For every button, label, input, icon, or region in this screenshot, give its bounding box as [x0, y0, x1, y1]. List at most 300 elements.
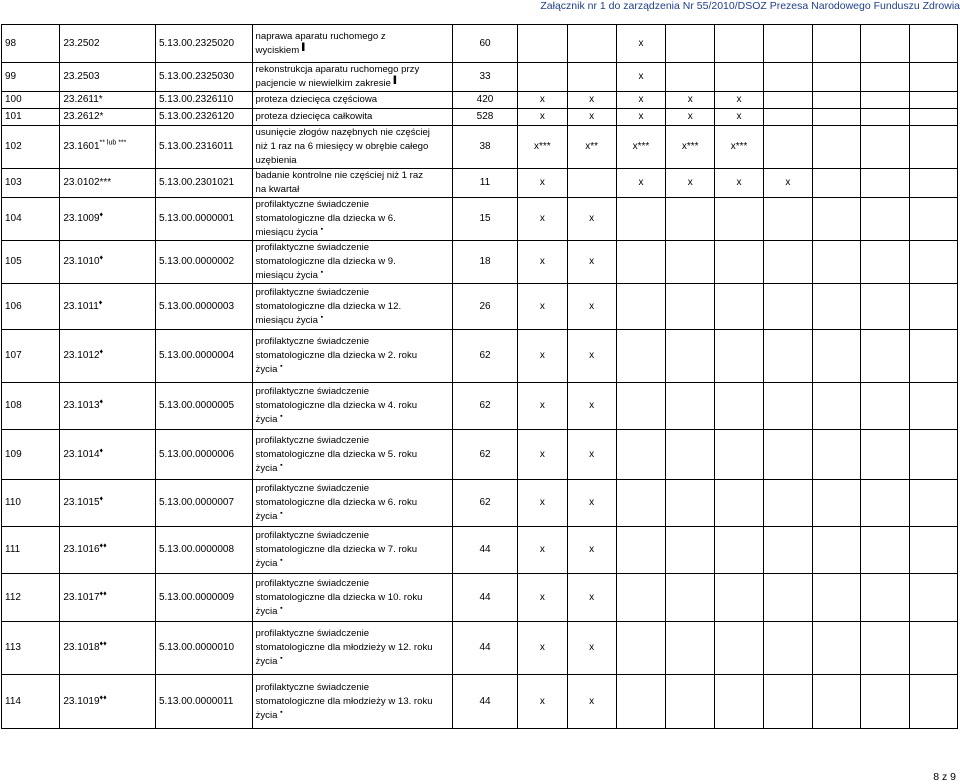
description-text: stomatologiczne dla dziecka w 12.	[255, 300, 402, 312]
mark-cell: x	[518, 284, 567, 330]
empty-cell	[909, 574, 957, 622]
mark-cell	[616, 198, 665, 241]
mark-cell	[763, 430, 812, 480]
empty-cell	[861, 622, 909, 675]
table-row	[2, 622, 958, 675]
empty-cell	[909, 480, 957, 527]
mark-cell: x	[518, 574, 567, 622]
description-cell	[252, 284, 452, 330]
mark-cell	[715, 284, 763, 330]
mark-cell	[666, 25, 715, 63]
empty-cell	[861, 330, 909, 383]
code-marker: ♦♦	[99, 694, 107, 702]
points-cell: 44	[452, 622, 517, 675]
points-cell: 62	[452, 383, 517, 430]
description-cell	[252, 430, 452, 480]
empty-cell	[861, 92, 909, 109]
code-cell	[60, 92, 156, 109]
mark-cell	[715, 527, 763, 574]
empty-cell	[909, 527, 957, 574]
code-cell	[60, 330, 156, 383]
empty-cell	[812, 126, 860, 169]
mark-cell: x	[567, 241, 616, 284]
description-text: profilaktyczne świadczenie	[255, 336, 370, 347]
lp-cell: 109	[2, 430, 60, 480]
code-text: 23.2502	[63, 37, 100, 49]
mark-cell: x	[567, 430, 616, 480]
mark-cell: x	[763, 169, 812, 198]
mark-cell: x	[666, 169, 715, 198]
description-line	[256, 695, 449, 709]
mark-cell	[616, 241, 665, 284]
empty-cell	[861, 675, 909, 729]
mark-cell	[715, 574, 763, 622]
description-line	[256, 399, 449, 413]
table-row	[2, 92, 958, 109]
mark-cell	[666, 480, 715, 527]
icd-cell: 5.13.00.0000005	[155, 383, 252, 430]
empty-cell	[861, 430, 909, 480]
description-text: stomatologiczne dla dziecka w 6. roku	[255, 497, 418, 508]
empty-cell	[861, 63, 909, 92]
points-cell: 62	[452, 430, 517, 480]
empty-cell	[909, 198, 957, 241]
table-row	[2, 198, 958, 241]
points-cell: 528	[452, 109, 517, 126]
description-line	[256, 140, 449, 154]
mark-cell	[763, 383, 812, 430]
description-line	[256, 314, 449, 328]
description-text: profilaktyczne świadczenie	[255, 386, 370, 397]
mark-cell: x	[518, 622, 567, 675]
description-text: profilaktyczne świadczenie	[255, 199, 370, 210]
empty-cell	[812, 284, 860, 330]
description-marker: ▪	[280, 708, 283, 716]
description-cell	[252, 63, 452, 92]
description-line	[256, 557, 449, 571]
mark-cell	[666, 383, 715, 430]
empty-cell	[812, 25, 860, 63]
description-text: profilaktyczne świadczenie	[255, 483, 370, 494]
description-cell	[252, 92, 452, 109]
empty-cell	[861, 383, 909, 430]
mark-cell	[616, 430, 665, 480]
code-text: 23.1016	[63, 544, 100, 555]
mark-cell: x	[715, 169, 763, 198]
description-cell	[252, 241, 452, 284]
empty-cell	[909, 675, 957, 729]
mark-cell	[666, 527, 715, 574]
description-cell	[252, 198, 452, 241]
empty-cell	[812, 480, 860, 527]
description-text: życia	[255, 511, 278, 522]
mark-cell: x	[518, 109, 567, 126]
mark-cell	[616, 622, 665, 675]
mark-cell	[666, 675, 715, 729]
mark-cell	[715, 198, 763, 241]
icd-cell: 5.13.00.0000001	[155, 198, 252, 241]
points-cell: 62	[452, 480, 517, 527]
description-text: profilaktyczne świadczenie	[255, 577, 370, 589]
code-text: 23.1018	[63, 642, 100, 653]
mark-cell	[666, 63, 715, 92]
table-row	[2, 527, 958, 574]
table-row	[2, 480, 958, 527]
description-text: życia	[255, 462, 278, 474]
code-text: 23.1015	[63, 497, 100, 508]
empty-cell	[861, 25, 909, 63]
description-line	[256, 212, 449, 226]
description-line	[256, 363, 449, 377]
table-row	[2, 169, 958, 198]
description-text: życia	[255, 364, 278, 375]
description-cell	[252, 480, 452, 527]
code-cell	[60, 25, 156, 63]
icd-cell: 5.13.00.2326120	[155, 109, 252, 126]
empty-cell	[909, 284, 957, 330]
description-text: profilaktyczne świadczenie	[255, 434, 370, 446]
mark-cell: x	[518, 241, 567, 284]
code-cell	[60, 574, 156, 622]
description-text: stomatologiczne dla dziecka w 2. roku	[255, 350, 418, 361]
code-text: 23.1009	[63, 213, 100, 224]
code-cell	[60, 109, 156, 126]
description-line	[256, 413, 449, 427]
code-marker: ♦♦	[99, 590, 107, 598]
description-marker: ▪	[320, 225, 324, 233]
empty-cell	[812, 622, 860, 675]
description-line	[256, 529, 449, 543]
mark-cell: x	[567, 109, 616, 126]
lp-cell: 114	[2, 675, 60, 729]
mark-cell: x**	[567, 126, 616, 169]
description-line	[256, 169, 449, 183]
mark-cell	[567, 63, 616, 92]
lp-cell: 107	[2, 330, 60, 383]
empty-cell	[909, 109, 957, 126]
mark-cell	[715, 383, 763, 430]
description-line	[256, 77, 449, 91]
description-text: miesiącu życia	[255, 314, 318, 326]
empty-cell	[909, 169, 957, 198]
description-line	[256, 605, 449, 619]
description-line	[256, 126, 449, 140]
empty-cell	[812, 92, 860, 109]
lp-cell: 106	[2, 284, 60, 330]
table-row	[2, 63, 958, 92]
points-cell: 60	[452, 25, 517, 63]
mark-cell: x	[567, 330, 616, 383]
description-cell	[252, 109, 452, 126]
mark-cell: x	[567, 284, 616, 330]
description-text: uzębienia	[255, 155, 297, 166]
empty-cell	[861, 480, 909, 527]
description-marker: ▪	[280, 604, 283, 612]
empty-cell	[812, 527, 860, 574]
mark-cell	[567, 25, 616, 63]
empty-cell	[861, 198, 909, 241]
mark-cell	[715, 330, 763, 383]
empty-cell	[909, 330, 957, 383]
code-text: 23.1019	[63, 695, 100, 707]
description-cell	[252, 25, 452, 63]
description-text: życia	[255, 656, 278, 667]
code-marker: ♦	[98, 299, 103, 307]
description-text: stomatologiczne dla młodzieży w 12. roku	[255, 642, 433, 653]
description-line	[256, 335, 449, 349]
mark-cell: x	[666, 92, 715, 109]
description-line	[256, 154, 449, 168]
code-marker: ♦♦	[99, 640, 107, 648]
lp-cell: 102	[2, 126, 60, 169]
code-cell	[60, 430, 156, 480]
empty-cell	[909, 430, 957, 480]
mark-cell: x	[518, 675, 567, 729]
description-line	[256, 462, 449, 476]
code-cell	[60, 383, 156, 430]
code-cell	[60, 198, 156, 241]
description-marker: ▪	[320, 313, 324, 321]
empty-cell	[861, 126, 909, 169]
description-line	[256, 627, 449, 641]
points-cell: 38	[452, 126, 517, 169]
icd-cell: 5.13.00.0000010	[155, 622, 252, 675]
icd-cell: 5.13.00.2301021	[155, 169, 252, 198]
description-text: stomatologiczne dla dziecka w 10. roku	[255, 591, 423, 603]
points-cell: 62	[452, 330, 517, 383]
description-line	[256, 241, 449, 255]
description-marker: ▪	[280, 412, 283, 420]
mark-cell	[763, 675, 812, 729]
icd-cell: 5.13.00.0000008	[155, 527, 252, 574]
mark-cell	[715, 25, 763, 63]
mark-cell	[715, 622, 763, 675]
table-row	[2, 383, 958, 430]
icd-cell: 5.13.00.2325020	[155, 25, 252, 63]
description-line	[256, 709, 449, 723]
points-cell: 420	[452, 92, 517, 109]
mark-cell: x	[518, 430, 567, 480]
mark-cell: x***	[616, 126, 665, 169]
empty-cell	[909, 383, 957, 430]
description-line	[256, 482, 449, 496]
mark-cell	[518, 63, 567, 92]
code-marker: ♦	[99, 211, 104, 219]
description-line	[256, 63, 449, 77]
description-text: proteza dziecięca częściowa	[255, 94, 378, 105]
empty-cell	[909, 92, 957, 109]
lp-cell: 99	[2, 63, 60, 92]
description-text: miesiącu życia	[255, 227, 318, 238]
description-text: proteza dziecięca całkowita	[255, 111, 373, 122]
mark-cell: x	[666, 109, 715, 126]
description-text: życia	[255, 558, 278, 569]
description-line	[256, 30, 449, 44]
points-cell: 44	[452, 527, 517, 574]
description-text: stomatologiczne dla dziecka w 7. roku	[255, 544, 418, 555]
code-marker: ♦	[99, 447, 104, 455]
lp-cell: 112	[2, 574, 60, 622]
mark-cell	[616, 330, 665, 383]
empty-cell	[812, 675, 860, 729]
icd-cell: 5.13.00.0000006	[155, 430, 252, 480]
description-text: profilaktyczne świadczenie	[255, 242, 370, 253]
icd-cell: 5.13.00.0000004	[155, 330, 252, 383]
code-text: 23.1011	[63, 300, 99, 312]
description-marker: ▪	[280, 362, 283, 370]
mark-cell: x	[616, 109, 665, 126]
mark-cell: x***	[518, 126, 567, 169]
mark-cell	[763, 284, 812, 330]
mark-cell	[763, 241, 812, 284]
description-text: stomatologiczne dla dziecka w 6.	[255, 213, 396, 224]
lp-cell: 104	[2, 198, 60, 241]
code-text: 23.1601	[63, 141, 100, 152]
mark-cell	[763, 330, 812, 383]
description-text: życia	[255, 605, 278, 617]
description-text: stomatologiczne dla dziecka w 9.	[255, 256, 396, 267]
code-text: 23.2612*	[63, 111, 104, 122]
description-text: profilaktyczne świadczenie	[255, 628, 370, 639]
mark-cell	[715, 63, 763, 92]
mark-cell	[763, 622, 812, 675]
code-cell	[60, 169, 156, 198]
empty-cell	[909, 126, 957, 169]
mark-cell	[763, 574, 812, 622]
code-cell	[60, 284, 156, 330]
table-row	[2, 241, 958, 284]
table-row	[2, 574, 958, 622]
mark-cell	[763, 109, 812, 126]
mark-cell: x	[518, 527, 567, 574]
description-text: wyciskiem	[255, 44, 300, 56]
mark-cell	[616, 527, 665, 574]
empty-cell	[812, 430, 860, 480]
description-text: naprawa aparatu ruchomego z	[255, 30, 386, 42]
mark-cell	[666, 241, 715, 284]
description-line	[256, 385, 449, 399]
points-cell: 11	[452, 169, 517, 198]
lp-cell: 111	[2, 527, 60, 574]
lp-cell: 110	[2, 480, 60, 527]
mark-cell: x	[567, 383, 616, 430]
code-text: 23.0102***	[63, 177, 112, 188]
mark-cell	[666, 622, 715, 675]
icd-cell: 5.13.00.0000003	[155, 284, 252, 330]
mark-cell	[715, 241, 763, 284]
description-cell	[252, 383, 452, 430]
empty-cell	[909, 241, 957, 284]
mark-cell: x	[715, 109, 763, 126]
points-cell: 26	[452, 284, 517, 330]
description-cell	[252, 126, 452, 169]
page-header: Załącznik nr 1 do zarządzenia Nr 55/2010/DSOZ Prezesa Narodowego Funduszu Zdrowia	[395, 0, 960, 13]
icd-cell: 5.13.00.0000007	[155, 480, 252, 527]
page-number: 8 z 9	[933, 771, 956, 783]
description-line	[256, 226, 449, 240]
mark-cell: x	[567, 622, 616, 675]
code-text: 23.2503	[63, 71, 100, 82]
description-marker: ▪	[280, 509, 283, 517]
code-text: 23.1010	[63, 256, 100, 267]
mark-cell	[616, 480, 665, 527]
mark-cell: x	[715, 92, 763, 109]
code-marker: ♦	[99, 348, 104, 356]
mark-cell: x	[567, 675, 616, 729]
code-text: 23.2611*	[63, 94, 103, 105]
code-marker: ♦♦	[99, 542, 107, 550]
description-text: rekonstrukcja aparatu ruchomego przy	[255, 64, 420, 75]
empty-cell	[909, 63, 957, 92]
lp-cell: 108	[2, 383, 60, 430]
description-text: profilaktyczne świadczenie	[255, 286, 370, 298]
code-text: 23.1013	[63, 400, 100, 411]
mark-cell: x	[567, 480, 616, 527]
description-line	[256, 641, 449, 655]
description-line	[256, 543, 449, 557]
mark-cell: x	[518, 330, 567, 383]
mark-cell: x	[616, 25, 665, 63]
code-text: 23.1014	[63, 448, 100, 460]
description-line	[256, 93, 449, 107]
mark-cell	[763, 126, 812, 169]
empty-cell	[812, 241, 860, 284]
description-text: profilaktyczne świadczenie	[255, 530, 370, 541]
mark-cell	[715, 430, 763, 480]
icd-cell: 5.13.00.2326110	[155, 92, 252, 109]
description-line	[256, 591, 449, 605]
description-cell	[252, 169, 452, 198]
points-cell: 44	[452, 675, 517, 729]
mark-cell: x	[518, 480, 567, 527]
code-cell	[60, 126, 156, 169]
empty-cell	[909, 622, 957, 675]
description-line	[256, 44, 449, 58]
description-marker: ▌	[301, 43, 307, 51]
mark-cell	[666, 284, 715, 330]
table-row	[2, 109, 958, 126]
mark-cell	[763, 63, 812, 92]
mark-cell	[616, 383, 665, 430]
description-marker: ▪	[280, 461, 283, 469]
mark-cell	[616, 675, 665, 729]
code-cell	[60, 480, 156, 527]
description-line	[256, 110, 449, 124]
mark-cell: x***	[715, 126, 763, 169]
table-row	[2, 284, 958, 330]
empty-cell	[812, 383, 860, 430]
icd-cell: 5.13.00.0000009	[155, 574, 252, 622]
table-row	[2, 675, 958, 729]
description-line	[256, 183, 449, 197]
mark-cell: x	[567, 198, 616, 241]
code-cell	[60, 527, 156, 574]
mark-cell: x	[518, 383, 567, 430]
lp-cell: 103	[2, 169, 60, 198]
points-cell: 18	[452, 241, 517, 284]
code-cell	[60, 63, 156, 92]
description-text: badanie kontrolne nie częściej niż 1 raz	[255, 170, 424, 181]
mark-cell	[666, 198, 715, 241]
empty-cell	[861, 284, 909, 330]
description-text: życia	[255, 709, 278, 721]
icd-cell: 5.13.00.2316011	[155, 126, 252, 169]
description-line	[256, 434, 449, 448]
icd-cell: 5.13.00.0000002	[155, 241, 252, 284]
code-marker: ♦	[99, 398, 104, 406]
empty-cell	[812, 109, 860, 126]
code-text: 23.1012	[63, 350, 100, 361]
